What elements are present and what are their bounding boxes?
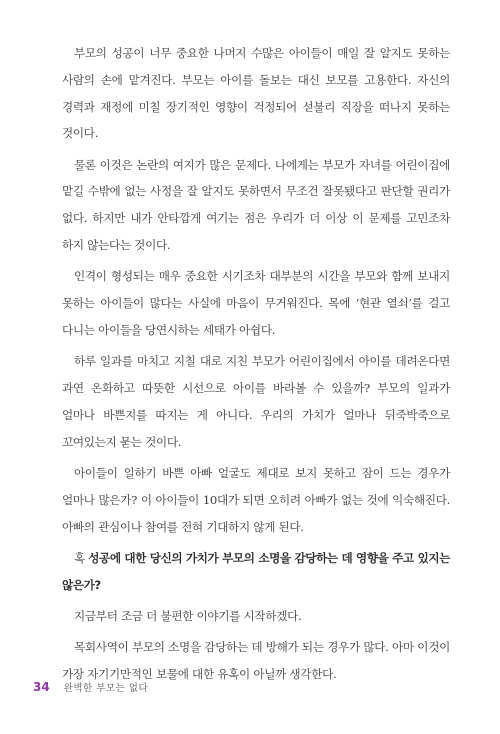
paragraph-4: 하루 일과를 마치고 지칠 대로 지친 부모가 어린이집에서 아이를 데려온다면 과연 온화하고 따뜻한 시선으로 아이를 바라볼 수 있을까? 부모의 일과가 얼마나 바쁜지를 따지는 게 아니다. 우리의 가치가 얼마나 뒤죽박죽으로 꼬여있는지 묻는 것이다. [62,354,450,449]
paragraph-2: 물론 이것은 논란의 여지가 많은 문제다. 나에게는 부모가 자녀를 어린이집에 맡길 수밖에 없는 사정을 잘 알지도 못하면서 무조건 잘못됐다고 판단할 권리가 없다. 하지만 내가 안타깝게 여기는 점은 우리가 더 이상 이 문제를 고민조차 하지 않는다는 것이다. [62,157,450,253]
page-body [62,40,450,692]
paragraph-7: 목회사역이 부모의 소명을 감당하는 데 방해가 되는 경우가 많다. 아마 이것이 가장 자기기만적인 보물에 대한 유혹이 아닐까 생각한다. [62,640,450,682]
paragraph-5: 아이들이 일하기 바쁜 아빠 얼굴도 제대로 보지 못하고 잠이 드는 경우가 얼마나 많은가? 이 아이들이 10대가 되면 오히려 아빠가 없는 것에 익숙해진다. 아빠의 관심이나 참여를 전혀 기대하지 않게 된다. [62,465,450,534]
paragraph-3: 인격이 형성되는 매우 중요한 시기조차 대부분의 시간을 부모와 함께 보내지 못하는 아이들이 많다는 사실에 마음이 무거워진다. 목에 ‘현관 열쇠’를 걸고 다니는 아이들을 당연시하는 세태가 아쉽다. [62,269,450,337]
emphasis-text: 성공에 대한 당신의 가치가 부모의 소명을 감당하는 데 영향을 주고 있지는 않은가? [62,550,450,592]
page-number: 34 [33,680,50,694]
running-title: 완벽한 부모는 없다 [63,683,149,694]
emphasis-lead: 혹 [74,550,89,565]
page-footer [33,680,148,694]
paragraph-1: 부모의 성공이 너무 중요한 나머지 수많은 아이들이 매일 잘 알지도 못하는 사람의 손에 맡겨진다. 부모는 아이를 돌보는 대신 보모를 고용한다. 자신의 경력과 재정에 미칠 장기적인 영향이 걱정되어 섣불리 직장을 떠나지 못하는 것이다. [62,46,450,141]
emphasis-paragraph [62,545,450,599]
paragraph-6: 지금부터 조금 더 불편한 이야기를 시작하겠다. [74,608,302,623]
